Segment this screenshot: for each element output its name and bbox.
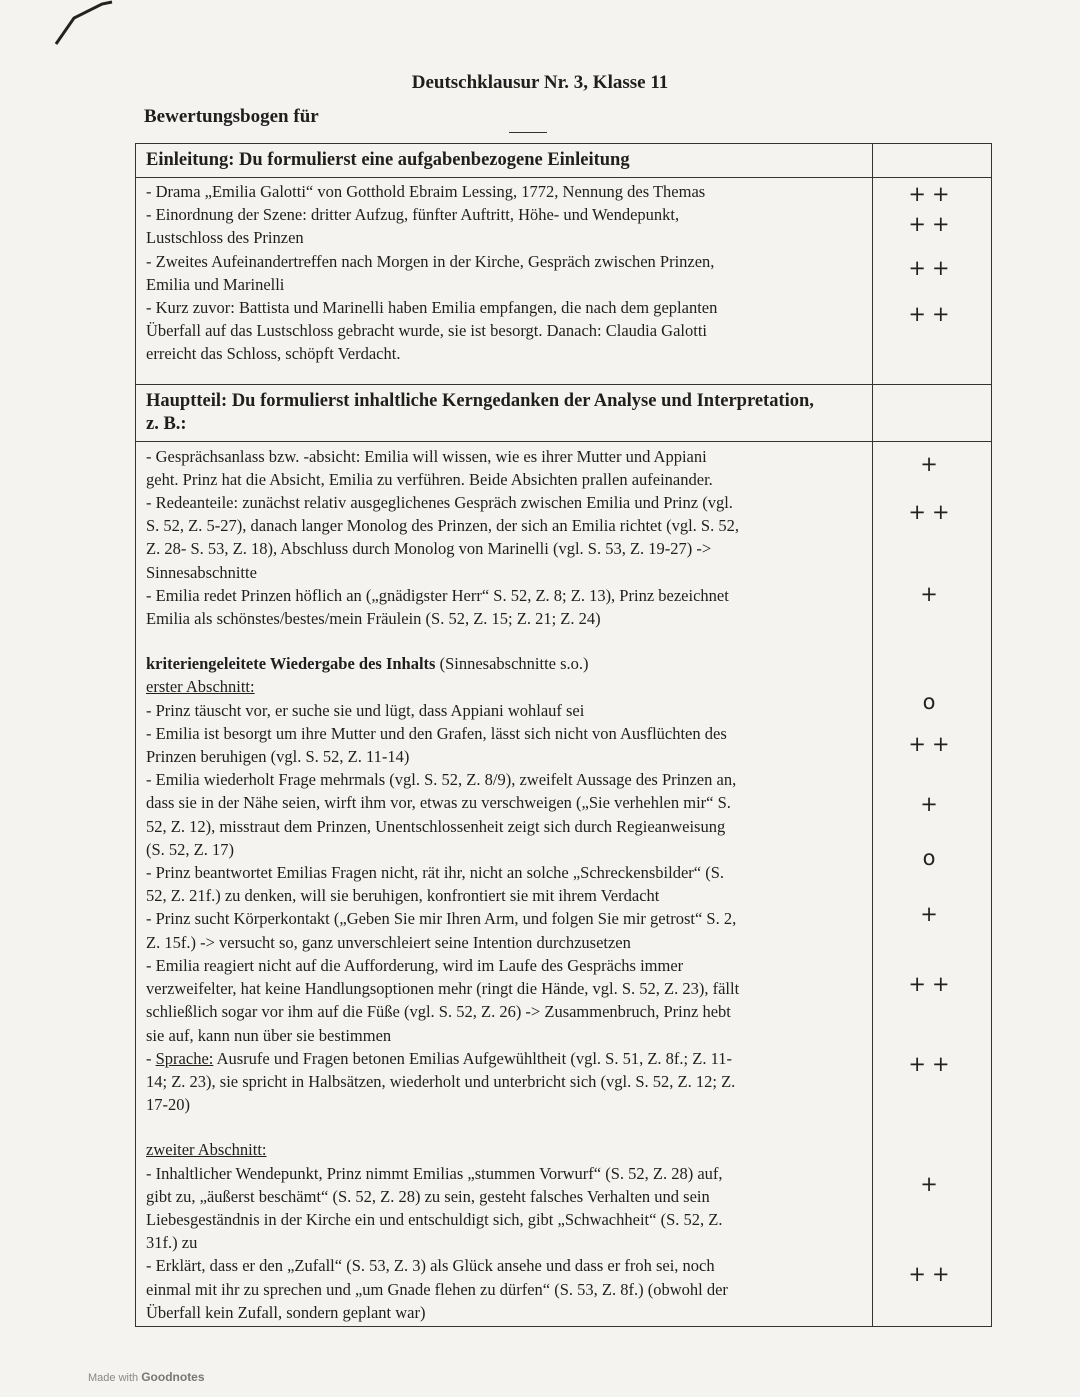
- text-line: Lustschloss des Prinzen: [146, 228, 304, 248]
- text-line: - Emilia wiederholt Frage mehrmals (vgl. S. 52, Z. 8/9), zweifelt Aussage des Prinzen an,: [146, 770, 737, 790]
- sprache-rest: Ausrufe und Fragen betonen Emilias Aufgewühltheit (vgl. S. 51, Z. 8f.; Z. 11-: [213, 1048, 732, 1068]
- text-line: Z. 28- S. 53, Z. 18), Abschluss durch Monolog von Marinelli (vgl. S. 53, Z. 19-27) ->: [146, 539, 712, 559]
- text-line: erreicht das Schloss, schöpft Verdacht.: [146, 344, 401, 364]
- grade-mark: +: [920, 791, 944, 816]
- text-line: - Emilia redet Prinzen höflich an („gnädigster Herr“ S. 52, Z. 8; Z. 13), Prinz bezeichnet: [146, 585, 729, 605]
- text-line: - Erklärt, dass er den „Zufall“ (S. 53, Z. 3) als Glück ansehe und dass er froh sei, noch: [146, 1256, 715, 1276]
- inhalt-heading-bold: kriteriengeleitete Wiedergabe des Inhalts: [146, 654, 436, 674]
- text-line: 31f.) zu: [146, 1233, 198, 1253]
- corner-pen-mark: [54, 0, 114, 50]
- text-line: - Redeanteile: zunächst relativ ausgeglichenes Gespräch zwischen Emilia und Prinz (vgl.: [146, 493, 733, 513]
- grade-mark: ++: [908, 1261, 956, 1286]
- text-line: - Prinz sucht Körperkontakt („Geben Sie mir Ihren Arm, und folgen Sie mir getrost“ S. 2,: [146, 909, 737, 929]
- text-line: - Emilia ist besorgt um ihre Mutter und den Grafen, lässt sich nicht von Ausflüchten des: [146, 723, 727, 743]
- text-line: - Gesprächsanlass bzw. -absicht: Emilia will wissen, wie es ihrer Mutter und Appiani: [146, 446, 707, 466]
- hauptteil-header-grade: [873, 385, 991, 441]
- text-line: Überfall auf das Lustschloss gebracht wurde, sie ist besorgt. Danach: Claudia Galotti: [146, 321, 708, 341]
- footer: [88, 1370, 205, 1384]
- text-line: Prinzen beruhigen (vgl. S. 52, Z. 11-14): [146, 747, 410, 767]
- grade-mark: ++: [908, 182, 956, 206]
- hauptteil-body-row: [136, 442, 991, 1327]
- text-line: - Einordnung der Szene: dritter Aufzug, fünfter Auftritt, Höhe- und Wendepunkt,: [146, 205, 680, 225]
- inhalt-heading-rest: (Sinnesabschnitte s.o.): [435, 654, 589, 674]
- inhalt-heading: [146, 652, 862, 675]
- text-line: 14; Z. 23), sie spricht in Halbsätzen, wiederholt und unterbricht sich (vgl. S. 52, Z. 12; Z.: [146, 1071, 736, 1091]
- text-line: - Prinz beantwortet Emilias Fragen nicht, rät ihr, nicht an solche „Schreckensbilder“ (S.: [146, 863, 725, 883]
- grade-column-header: [873, 144, 991, 177]
- subtitle: Bewertungsbogen für: [144, 106, 319, 127]
- made-with-label: Made with: [88, 1372, 139, 1384]
- einleitung-text: [136, 178, 873, 384]
- grade-mark: o: [922, 845, 942, 870]
- hauptteil-heading-line1: Hauptteil: Du formulierst inhaltliche Kerngedanken der Analyse und Interpretation,: [146, 390, 814, 411]
- text-line: 52, Z. 21f.) zu denken, will sie beruhigen, konfrontiert sie mit ihrem Verdacht: [146, 886, 660, 906]
- text-line: Emilia als schönstes/bestes/mein Fräulein (S. 52, Z. 15; Z. 21; Z. 24): [146, 609, 601, 629]
- text-line: gibt zu, „äußerst beschämt“ (S. 52, Z. 28) zu sein, gesteht falsches Verhalten und sein: [146, 1186, 710, 1206]
- grade-mark: o: [922, 689, 942, 714]
- grade-mark: ++: [908, 212, 956, 236]
- grade-mark: ++: [908, 971, 956, 996]
- grade-mark: ++: [908, 302, 956, 326]
- grade-mark: +: [920, 581, 944, 606]
- text-line: schließlich sogar vor ihm auf die Füße (vgl. S. 52, Z. 26) -> Zusammenbruch, Prinz hebt: [146, 1002, 731, 1022]
- text-line: Liebesgeständnis in der Kirche ein und entschuldigt sich, gibt „Schwachheit“ (S. 52, Z.: [146, 1209, 723, 1229]
- grade-mark: ++: [908, 499, 956, 524]
- text-line: sie auf, kann nun über sie bestimmen: [146, 1025, 392, 1045]
- sprache-label: Sprache:: [155, 1048, 214, 1068]
- text-line: Emilia und Marinelli: [146, 274, 285, 294]
- grade-mark: +: [920, 901, 944, 926]
- text-line: - Zweites Aufeinandertreffen nach Morgen in der Kirche, Gespräch zwischen Prinzen,: [146, 251, 715, 271]
- text-line: 52, Z. 12), misstraut dem Prinzen, Unentschlossenheit zeigt sich durch Regieanweisung: [146, 816, 726, 836]
- text-line: 17-20): [146, 1095, 190, 1115]
- grading-table: [135, 143, 992, 1327]
- text-line: verzweifelter, hat keine Handlungsoptionen mehr (ringt die Hände, vgl. S. 52, Z. 23), fällt: [146, 979, 740, 999]
- hauptteil-header-row: [136, 385, 991, 442]
- hauptteil-heading-line2: z. B.:: [146, 413, 187, 434]
- text-line: geht. Prinz hat die Absicht, Emilia zu verführen. Beide Absichten prallen aufeinander.: [146, 469, 713, 489]
- text-line: - Prinz täuscht vor, er suche sie und lügt, dass Appiani wohlauf sei: [146, 700, 585, 720]
- page-title: Deutschklausur Nr. 3, Klasse 11: [411, 72, 669, 93]
- text-line: dass sie in der Nähe seien, wirft ihm vor, etwas zu verschweigen („Sie verhehlen mir“ S.: [146, 793, 731, 813]
- grade-mark: +: [920, 1171, 944, 1196]
- text-line: - Inhaltlicher Wendepunkt, Prinz nimmt Emilias „stummen Vorwurf“ (S. 52, Z. 28) auf,: [146, 1163, 723, 1183]
- text-line: - Kurz zuvor: Battista und Marinelli haben Emilia empfangen, die nach dem geplanten: [146, 298, 718, 318]
- hauptteil-text: [136, 442, 873, 1326]
- grade-mark: ++: [908, 256, 956, 280]
- hauptteil-grades: [873, 442, 991, 1326]
- text-line: Sinnesabschnitte: [146, 562, 257, 582]
- erster-abschnitt-label: erster Abschnitt:: [146, 677, 255, 697]
- text-line: S. 52, Z. 5-27), danach langer Monolog des Prinzen, der sich an Emilia richtet (vgl. S. 52,: [146, 516, 739, 536]
- einleitung-heading: Einleitung: Du formulierst eine aufgabenbezogene Einleitung: [136, 144, 873, 177]
- text-line: - Emilia reagiert nicht auf die Aufforderung, wird im Laufe des Gesprächs immer: [146, 955, 684, 975]
- einleitung-header-row: [136, 144, 991, 178]
- sprache-line: - Sprache: Ausrufe und Fragen betonen Emilias Aufgewühltheit (vgl. S. 51, Z. 8f.; Z. 11-: [146, 1048, 732, 1068]
- grade-mark: +: [920, 451, 944, 476]
- grade-mark: ++: [908, 1051, 956, 1076]
- text-line: (S. 52, Z. 17): [146, 839, 234, 859]
- text-line: Z. 15f.) -> versucht so, ganz unverschleiert seine Intention durchzusetzen: [146, 932, 631, 952]
- grade-mark: ++: [908, 731, 956, 756]
- text-line: Überfall kein Zufall, sondern geplant war): [146, 1302, 426, 1322]
- text-line: einmal mit ihr zu sprechen und „um Gnade flehen zu dürfen“ (S. 53, Z. 8f.) (obwohl der: [146, 1279, 728, 1299]
- goodnotes-brand: Goodnotes: [141, 1370, 205, 1384]
- einleitung-body-row: [136, 178, 991, 385]
- zweiter-abschnitt-label: zweiter Abschnitt:: [146, 1140, 267, 1160]
- einleitung-grades: [873, 178, 991, 384]
- text-line: - Drama „Emilia Galotti“ von Gotthold Ebraim Lessing, 1772, Nennung des Themas: [146, 182, 706, 201]
- name-blank-line: [509, 132, 547, 133]
- hauptteil-heading: [136, 385, 873, 441]
